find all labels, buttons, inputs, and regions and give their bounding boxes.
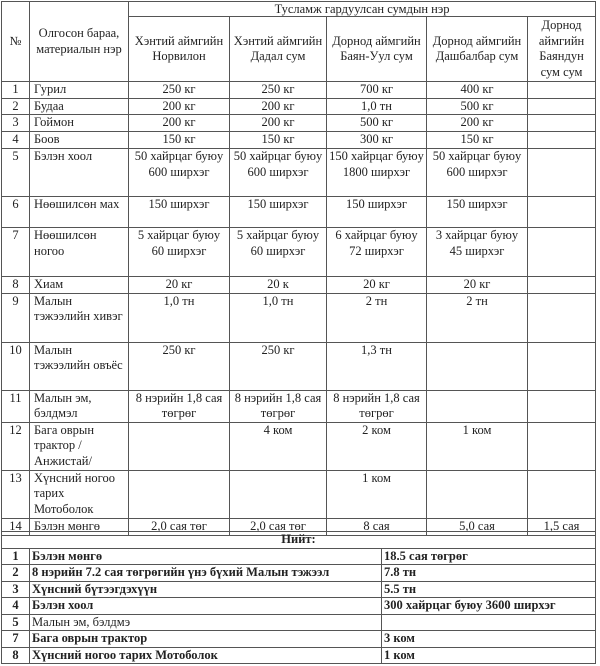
cell-value xyxy=(427,390,528,422)
cell-value xyxy=(528,277,596,294)
cell-value: 250 кг xyxy=(129,82,230,99)
cell-value: 8 нэрийн 1,8 сая төгрөг xyxy=(230,390,327,422)
cell-value xyxy=(528,197,596,228)
row-number: 3 xyxy=(2,115,30,132)
summary-item: Бага оврын трактор xyxy=(30,631,382,648)
summary-row xyxy=(2,598,596,615)
cell-value: 500 кг xyxy=(427,98,528,115)
cell-value: 2 ком xyxy=(327,422,427,470)
row-number: 14 xyxy=(2,518,30,535)
cell-value: 150 ширхэг xyxy=(427,197,528,228)
header-group: Тусламж гардуулсан сумдын нэр xyxy=(129,2,596,17)
row-number: 2 xyxy=(2,98,30,115)
cell-value: 1,5 сая xyxy=(528,518,596,535)
table-row xyxy=(2,390,596,422)
cell-value: 5 хайрцаг буюу 60 ширхэг xyxy=(129,228,230,277)
cell-value xyxy=(528,422,596,470)
item-name: Будаа xyxy=(30,98,129,115)
cell-value xyxy=(129,422,230,470)
cell-value: 50 хайрцаг буюу 600 ширхэг xyxy=(129,149,230,197)
cell-value: 5,0 сая xyxy=(427,518,528,535)
row-number: 4 xyxy=(2,132,30,149)
cell-value: 2,0 сая төг xyxy=(129,518,230,535)
table-row xyxy=(2,82,596,99)
cell-value: 20 кг xyxy=(427,277,528,294)
row-number: 11 xyxy=(2,390,30,422)
cell-value: 2 тн xyxy=(327,293,427,342)
cell-value xyxy=(528,228,596,277)
item-name: Малын эм, бэлдмэл xyxy=(30,390,129,422)
header-no: № xyxy=(2,2,30,82)
cell-value: 200 кг xyxy=(230,115,327,132)
header-col-3: Дорнод аймгийн Баян-Уул сум xyxy=(327,17,427,82)
summary-row xyxy=(2,614,596,631)
cell-value xyxy=(427,342,528,390)
summary-number: 1 xyxy=(2,548,30,565)
header-col-1: Хэнтий аймгийн Норвилон xyxy=(129,17,230,82)
summary-value: 3 ком xyxy=(382,631,596,648)
header-item: Олгосон бараа, материалын нэр xyxy=(30,2,129,82)
cell-value: 50 хайрцаг буюу 600 ширхэг xyxy=(230,149,327,197)
cell-value: 150 ширхэг xyxy=(129,197,230,228)
header-col-4: Дорнод аймгийн Дашбалбар сум xyxy=(427,17,528,82)
summary-item: 8 нэрийн 7.2 сая төгрөгийн үнэ бүхий Малын тэжээл xyxy=(30,565,382,582)
cell-value: 4 ком xyxy=(230,422,327,470)
cell-value: 250 кг xyxy=(230,82,327,99)
cell-value: 150 ширхэг xyxy=(230,197,327,228)
summary-value: 300 хайрцаг буюу 3600 ширхэг xyxy=(382,598,596,615)
cell-value xyxy=(528,98,596,115)
item-name: Гурил xyxy=(30,82,129,99)
summary-item: Бэлэн хоол xyxy=(30,598,382,615)
item-name: Малын тэжээлийн овъёс xyxy=(30,342,129,390)
cell-value xyxy=(528,390,596,422)
row-number: 7 xyxy=(2,228,30,277)
summary-number: 3 xyxy=(2,581,30,598)
cell-value xyxy=(528,342,596,390)
summary-table xyxy=(1,531,596,664)
cell-value: 500 кг xyxy=(327,115,427,132)
summary-item: Хүнсний бүтээгдэхүүн xyxy=(30,581,382,598)
aid-distribution-table xyxy=(1,1,596,536)
cell-value xyxy=(528,115,596,132)
cell-value: 1,0 тн xyxy=(230,293,327,342)
table-row xyxy=(2,422,596,470)
summary-value xyxy=(382,614,596,631)
item-name: Хүнсний ногоо тарих Мотоболок xyxy=(30,470,129,518)
cell-value: 1,0 тн xyxy=(327,98,427,115)
cell-value: 200 кг xyxy=(129,115,230,132)
summary-item: Хүнсний ногоо тарих Мотоболок xyxy=(30,647,382,664)
table-row xyxy=(2,132,596,149)
cell-value: 6 хайрцаг буюу 72 ширхэг xyxy=(327,228,427,277)
cell-value: 300 кг xyxy=(327,132,427,149)
cell-value: 1 ком xyxy=(427,422,528,470)
cell-value xyxy=(129,470,230,518)
summary-value: 5.5 тн xyxy=(382,581,596,598)
row-number: 8 xyxy=(2,277,30,294)
cell-value: 20 кг xyxy=(327,277,427,294)
summary-value: 18.5 сая төгрөг xyxy=(382,548,596,565)
item-name: Нөөшилсөн мах xyxy=(30,197,129,228)
cell-value: 150 кг xyxy=(427,132,528,149)
row-number: 12 xyxy=(2,422,30,470)
summary-number: 8 xyxy=(2,647,30,664)
cell-value: 150 ширхэг xyxy=(327,197,427,228)
table-row xyxy=(2,228,596,277)
cell-value: 50 хайрцаг буюу 600 ширхэг xyxy=(427,149,528,197)
row-number: 5 xyxy=(2,149,30,197)
cell-value: 8 нэрийн 1,8 сая төгрөг xyxy=(327,390,427,422)
cell-value xyxy=(427,470,528,518)
item-name: Боов xyxy=(30,132,129,149)
table-row xyxy=(2,197,596,228)
cell-value: 1,0 тн xyxy=(129,293,230,342)
item-name: Бэлэн хоол xyxy=(30,149,129,197)
summary-number: 2 xyxy=(2,565,30,582)
cell-value: 8 сая xyxy=(327,518,427,535)
item-name: Нөөшилсөн ногоо xyxy=(30,228,129,277)
table-row xyxy=(2,115,596,132)
row-number: 10 xyxy=(2,342,30,390)
summary-row xyxy=(2,581,596,598)
cell-value: 400 кг xyxy=(427,82,528,99)
summary-item: Бэлэн мөнгө xyxy=(30,548,382,565)
summary-number: 7 xyxy=(2,631,30,648)
cell-value xyxy=(528,132,596,149)
cell-value: 20 кг xyxy=(129,277,230,294)
row-number: 9 xyxy=(2,293,30,342)
table-row xyxy=(2,277,596,294)
header-col-5: Дорнод аймгийн Баяндун сум сум xyxy=(528,17,596,82)
cell-value xyxy=(528,149,596,197)
item-name: Бэлэн мөнгө xyxy=(30,518,129,535)
cell-value: 150 хайрцаг буюу 1800 ширхэг xyxy=(327,149,427,197)
item-name: Гоймон xyxy=(30,115,129,132)
table-row xyxy=(2,98,596,115)
summary-title: Нийт: xyxy=(2,532,596,549)
summary-value: 1 ком xyxy=(382,647,596,664)
cell-value: 2 тн xyxy=(427,293,528,342)
item-name: Бага оврын трактор /Анжистай/ xyxy=(30,422,129,470)
summary-number: 4 xyxy=(2,598,30,615)
cell-value: 150 кг xyxy=(230,132,327,149)
cell-value: 200 кг xyxy=(427,115,528,132)
cell-value: 200 кг xyxy=(230,98,327,115)
item-name: Малын тэжээлийн хивэг xyxy=(30,293,129,342)
summary-number: 5 xyxy=(2,614,30,631)
summary-row xyxy=(2,647,596,664)
cell-value: 1 ком xyxy=(327,470,427,518)
summary-value: 7.8 тн xyxy=(382,565,596,582)
item-name: Хиам xyxy=(30,277,129,294)
cell-value: 200 кг xyxy=(129,98,230,115)
cell-value xyxy=(528,470,596,518)
summary-item: Малын эм, бэлдмэ xyxy=(30,614,382,631)
cell-value: 1,3 тн xyxy=(327,342,427,390)
cell-value xyxy=(230,470,327,518)
summary-row xyxy=(2,565,596,582)
cell-value: 20 к xyxy=(230,277,327,294)
table-row xyxy=(2,470,596,518)
header-col-2: Хэнтий аймгийн Дадал сум xyxy=(230,17,327,82)
cell-value: 5 хайрцаг буюу 60 ширхэг xyxy=(230,228,327,277)
cell-value: 150 кг xyxy=(129,132,230,149)
cell-value: 700 кг xyxy=(327,82,427,99)
row-number: 6 xyxy=(2,197,30,228)
table-row xyxy=(2,149,596,197)
cell-value: 250 кг xyxy=(230,342,327,390)
cell-value: 2,0 сая төг xyxy=(230,518,327,535)
summary-row xyxy=(2,631,596,648)
table-row xyxy=(2,293,596,342)
cell-value: 8 нэрийн 1,8 сая төгрөг xyxy=(129,390,230,422)
row-number: 13 xyxy=(2,470,30,518)
row-number: 1 xyxy=(2,82,30,99)
table-row xyxy=(2,342,596,390)
cell-value xyxy=(528,293,596,342)
cell-value: 3 хайрцаг буюу 45 ширхэг xyxy=(427,228,528,277)
cell-value xyxy=(528,82,596,99)
cell-value: 250 кг xyxy=(129,342,230,390)
summary-row xyxy=(2,548,596,565)
